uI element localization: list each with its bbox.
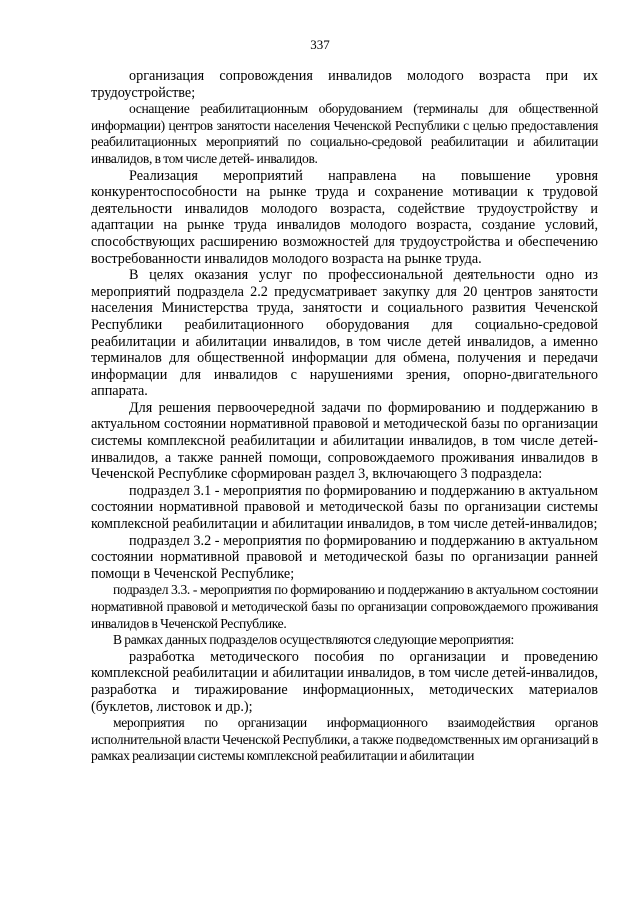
document-body (91, 68, 598, 765)
paragraph-1: организация сопровождения инвалидов молодого возраста при их трудоустройстве; (91, 68, 598, 101)
paragraph-9: В рамках данных подразделов осуществляются следующие мероприятия: (113, 632, 514, 648)
paragraph-7: подраздел 3.2 - мероприятия по формированию и поддержанию в актуальном состоянии нормативной правовой и методической базы по организации ранней помощи в Чеченской Республике; (91, 532, 598, 582)
paragraph-10: разработка методического пособия по организации и проведению комплексной реабилитации и абилитации инвалидов, в том числе детей-инвалидов, разработка и тиражирование информационных, методических материалов (буклетов, листовок и др.); (91, 648, 598, 715)
paragraph-6: подраздел 3.1 - мероприятия по формированию и поддержанию в актуальном состоянии нормативной правовой и методической базы по организации системы комплексной реабилитации и абилитации инвалидов, в том числе детей-инвалидов; (91, 482, 598, 533)
page-number: 337 (310, 37, 330, 52)
paragraph-4: В целях оказания услуг по профессиональной деятельности одно из мероприятий подраздела 2.2 предусматривает закупку для 20 центров занятости населения Министерства труда, занятости и социального развития Чеченской Республики реабилитационного оборудования для социально-средовой реабилитации и абилитации инвалидов, в том числе детей инвалидов, а именно терминалов для общественной информации для обмена, получения и передачи информации для инвалидов с нарушениями зрения, опорно-двигательного аппарата. (91, 267, 598, 400)
paragraph-11: мероприятия по организации информационного взаимодействия органов исполнительной власти Чеченской Республики, а также подведомственных им организаций в рамках реализации системы комплексной реабилитации и абилитации (91, 715, 598, 764)
paragraph-8: подраздел 3.3. - мероприятия по формированию и поддержанию в актуальном состоянии нормативной правовой и методической базы по организации сопровождаемого проживания инвалидов в Чеченской Республике. (91, 582, 598, 631)
paragraph-3: Реализация мероприятий направлена на повышение уровня конкурентоспособности на рынке труда и сохранение мотивации к трудовой деятельности инвалидов молодого возраста, содействие трудоустройству и адаптации на рынке труда инвалидов молодого возраста, создание условий, способствующих расширению возможностей для трудоустройства и обеспечению востребованности инвалидов молодого возраста на рынке труда. (91, 167, 598, 267)
paragraph-5: Для решения первоочередной задачи по формированию и поддержанию в актуальном состоянии нормативной правовой и методической базы по организации системы комплексной реабилитации и абилитации инвалидов, в том числе детей-инвалидов, а также ранней помощи, сопровождаемого проживания инвалидов в Чеченской Республике сформирован раздел 3, включающего 3 подраздела: (91, 399, 598, 483)
paragraph-2: оснащение реабилитационным оборудованием (терминалы для общественной информации) центров занятости населения Чеченской Республики с целью предоставления реабилитационных мероприятий по социально-средовой реабилитации и абилитации инвалидов, в том числе детей- инвалидов. (91, 101, 598, 166)
